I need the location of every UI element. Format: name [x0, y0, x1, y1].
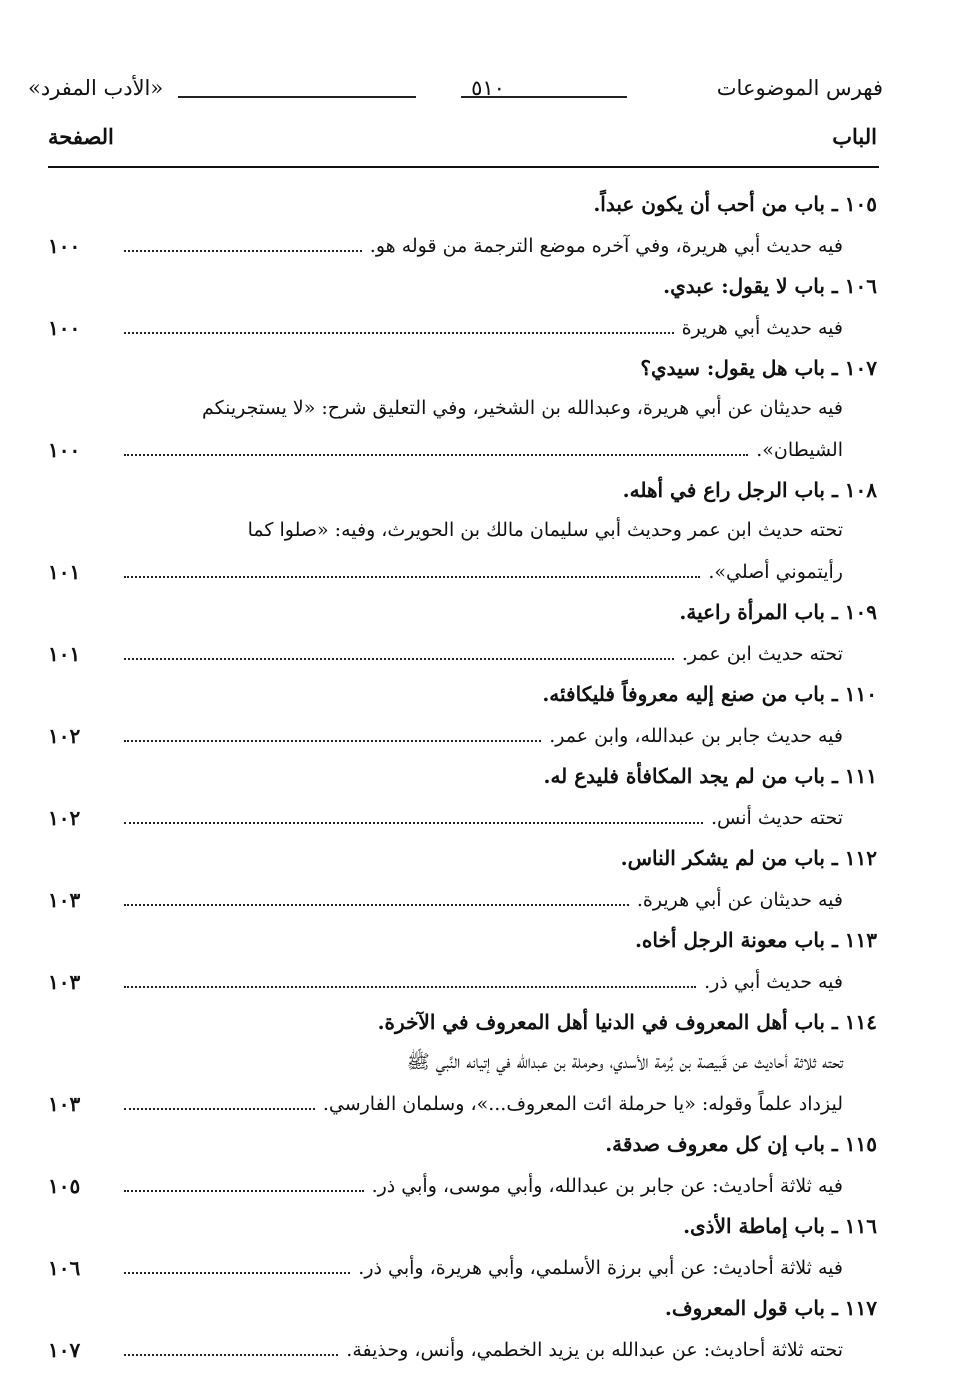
entry-description: [108, 1328, 843, 1370]
entry-description: [108, 224, 843, 266]
description-text: فيه حديث أبي ذر.: [704, 971, 843, 993]
entry-description: [108, 796, 843, 838]
entry-body: [48, 510, 877, 592]
entry-title: ١٠٨ ـ باب الرجل راع في أهله.: [622, 478, 877, 502]
entry-description: [108, 878, 843, 920]
description-text: فيه حديث جابر بن عبدالله، وابن عمر.: [549, 725, 843, 747]
description-line: [108, 714, 843, 756]
entry-title: ١٠٧ ـ باب هل يقول: سيدي؟: [640, 356, 877, 380]
description-line: [108, 1246, 843, 1288]
entry-body: [48, 878, 877, 920]
toc-entry: [48, 348, 877, 470]
description-line: [108, 1082, 843, 1124]
entry-body: [48, 796, 877, 838]
description-line: [108, 510, 843, 550]
entry-description: [108, 632, 843, 674]
entry-title: ١٠٩ ـ باب المرأة راعية.: [679, 600, 877, 624]
description-text: فيه حديث أبي هريرة: [681, 317, 843, 339]
chapter-column-label: الباب: [832, 124, 877, 149]
entry-description: [108, 1246, 843, 1288]
description-line: [108, 796, 843, 838]
description-text: تحته ثلاثة أحاديث عن قَبيصة بن بُرمة الأسدي، وحرملة بن عبدالله في إتيانه النَّبي ﷺ: [406, 1051, 843, 1073]
dot-leader: [124, 960, 696, 988]
running-header: [28, 72, 883, 108]
entry-page-number: ١٠٣: [48, 888, 81, 912]
entry-title: ١١٠ ـ باب من صنع إليه معروفاً فليكافئه.: [542, 682, 877, 706]
description-text: تحته حديث أنس.: [710, 807, 843, 829]
description-line: [108, 1328, 843, 1370]
entry-description: [108, 1042, 843, 1124]
description-line: [108, 1042, 843, 1082]
toc-entry: [48, 266, 877, 348]
entry-title: ١٠٦ ـ باب لا يقول: عبدي.: [663, 274, 877, 298]
dot-leader: [124, 714, 541, 742]
entry-title: ١١٥ ـ باب إن كل معروف صدقة.: [605, 1132, 877, 1156]
page-number: ٥١٠: [471, 76, 505, 100]
entry-body: [48, 632, 877, 674]
entry-page-number: ١٠٠: [48, 234, 81, 258]
column-headers: [48, 124, 877, 156]
entry-description: [108, 388, 843, 470]
description-text: فيه حديث أبي هريرة، وفي آخره موضع الترجمة من قوله هو.: [369, 235, 843, 257]
entry-page-number: ١٠٧: [48, 1338, 81, 1362]
description-line: [108, 388, 843, 428]
description-text: رأيتموني أصلي».: [708, 561, 843, 583]
entry-description: [108, 1164, 843, 1206]
description-line: [108, 306, 843, 348]
dot-leader: [124, 306, 674, 334]
entry-page-number: ١٠٣: [48, 970, 81, 994]
entry-body: [48, 1328, 877, 1370]
description-text: فيه ثلاثة أحاديث: عن جابر بن عبدالله، وأبي موسى، وأبي ذر.: [371, 1175, 843, 1197]
entry-title: ١١٦ ـ باب إماطة الأذى.: [683, 1214, 877, 1238]
description-line: [108, 224, 843, 266]
entry-title: ١١١ ـ باب من لم يجد المكافأة فليدع له.: [543, 764, 877, 788]
toc-entry: [48, 920, 877, 1002]
description-line: [108, 1164, 843, 1206]
section-title: فهرس الموضوعات: [716, 76, 883, 100]
description-text: الشيطان».: [756, 439, 843, 461]
description-text: فيه حديثان عن أبي هريرة.: [636, 889, 843, 911]
description-line: [108, 878, 843, 920]
dot-leader: [124, 550, 700, 578]
entry-page-number: ١٠١: [48, 642, 81, 666]
entry-description: [108, 960, 843, 1002]
toc-entry: [48, 1288, 877, 1370]
toc-entry: [48, 592, 877, 674]
entry-page-number: ١٠٣: [48, 1092, 81, 1116]
description-text: تحته حديث ابن عمر.: [681, 643, 843, 665]
dot-leader: [124, 1082, 315, 1110]
dot-leader: [124, 632, 674, 660]
description-text: تحته حديث ابن عمر وحديث أبي سليمان مالك بن الحويرث، وفيه: «صلوا كما: [247, 519, 843, 541]
entry-body: [48, 306, 877, 348]
toc-entry: [48, 184, 877, 266]
dot-leader: [124, 878, 629, 906]
entry-title: ١١٢ ـ باب من لم يشكر الناس.: [620, 846, 877, 870]
dot-leader: [124, 1328, 338, 1356]
description-text: فيه ثلاثة أحاديث: عن أبي برزة الأسلمي، وأبي هريرة، وأبي ذر.: [358, 1257, 843, 1279]
toc-entry: [48, 838, 877, 920]
description-text: فيه حديثان عن أبي هريرة، وعبدالله بن الشخير، وفي التعليق شرح: «لا يستجرينكم: [201, 397, 843, 419]
description-line: [108, 632, 843, 674]
description-line: [108, 960, 843, 1002]
entry-page-number: ١٠٥: [48, 1174, 81, 1198]
entry-description: [108, 714, 843, 756]
entry-page-number: ١٠٠: [48, 438, 81, 462]
toc-entry: [48, 674, 877, 756]
entry-body: [48, 714, 877, 756]
dot-leader: [124, 1246, 350, 1274]
toc-entry: [48, 1206, 877, 1288]
entry-body: [48, 1164, 877, 1206]
entry-page-number: ١٠١: [48, 560, 81, 584]
entry-body: [48, 388, 877, 470]
entry-body: [48, 960, 877, 1002]
entry-page-number: ١٠٢: [48, 724, 81, 748]
dot-leader: [124, 796, 703, 824]
book-title: «الأدب المفرد»: [28, 76, 164, 100]
table-of-contents: [48, 184, 877, 1370]
toc-entry: [48, 1002, 877, 1124]
entry-page-number: ١٠٦: [48, 1256, 81, 1280]
entry-page-number: ١٠٠: [48, 316, 81, 340]
toc-entry: [48, 470, 877, 592]
entry-page-number: ١٠٢: [48, 806, 81, 830]
entry-title: ١١٧ ـ باب قول المعروف.: [664, 1296, 877, 1320]
dot-leader: [124, 428, 748, 456]
entry-body: [48, 1042, 877, 1124]
description-text: تحته ثلاثة أحاديث: عن عبدالله بن يزيد الخطمي، وأنس، وحذيفة.: [346, 1339, 843, 1361]
entry-description: [108, 306, 843, 348]
entry-title: ١٠٥ ـ باب من أحب أن يكون عبداً.: [593, 192, 877, 216]
entry-body: [48, 224, 877, 266]
description-line: [108, 550, 843, 592]
page-column-label: الصفحة: [48, 124, 114, 149]
header-rule-left: [178, 96, 416, 98]
entry-title: ١١٤ ـ باب أهل المعروف في الدنيا أهل المعروف في الآخرة.: [377, 1010, 877, 1034]
toc-entry: [48, 1124, 877, 1206]
column-header-rule: [48, 166, 879, 168]
dot-leader: [124, 1164, 364, 1192]
entry-body: [48, 1246, 877, 1288]
dot-leader: [124, 224, 362, 252]
entry-description: [108, 510, 843, 592]
description-text: ليزداد علماً وقوله: «يا حرملة ائت المعروف...»، وسلمان الفارسي.: [322, 1093, 843, 1115]
description-line: [108, 428, 843, 470]
entry-title: ١١٣ ـ باب معونة الرجل أخاه.: [634, 928, 877, 952]
toc-entry: [48, 756, 877, 838]
